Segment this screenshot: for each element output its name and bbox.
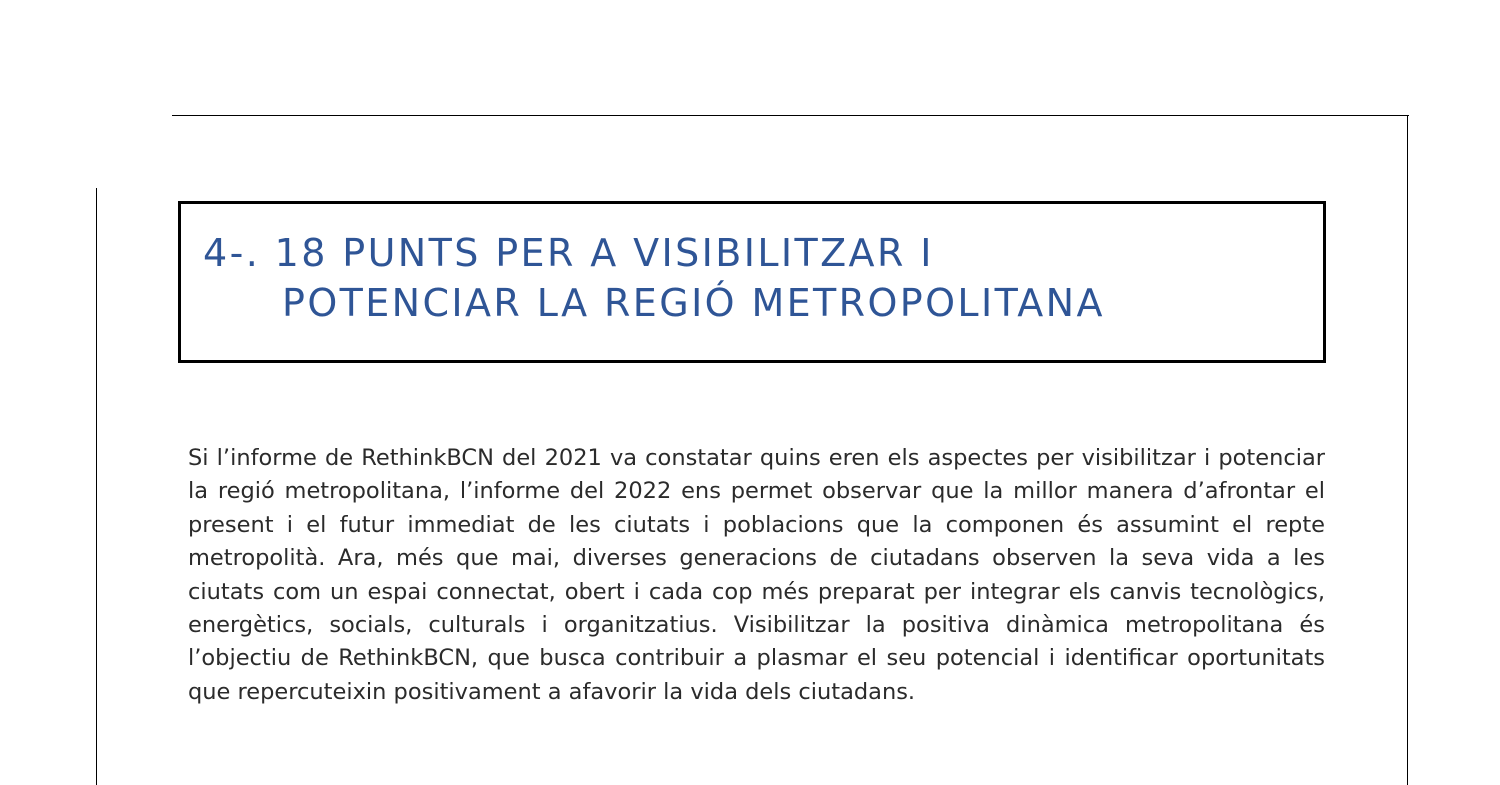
title-text-container [203,228,1313,328]
body-paragraph: Si l’informe de RethinkBCN del 2021 va constatar quins eren els aspectes per visibilitzar i potenciar la regió metropolitana, l’informe del 2022 ens permet observar que la millor manera d’afrontar el present i el futur immediat de les ciutats i poblacions que la componen és assumint el repte metropolità. Ara, més que mai, diverses generacions de ciutadans observen la seva vida a les ciutats com un espai connectat, obert i cada cop més preparat per integrar els canvis tecnològics, energètics, socials, culturals i organitzatius. Visibilitzar la positiva dinàmica metropolitana és l’objectiu de RethinkBCN, que busca contribuir a plasmar el seu potencial i identificar oportunitats que repercuteixin positivament a afavorir la vida dels ciutadans. [188,445,1325,705]
title-box [178,201,1326,363]
page-title-line-2: POTENCIAR LA REGIÓ METROPOLITANA [282,281,1105,325]
frame-rule-top [172,115,1409,116]
frame-rule-left [96,188,97,785]
body-text-block [188,442,1325,709]
page-title-line-1: 4-. 18 PUNTS PER A VISIBILITZAR I [203,231,934,275]
frame-rule-right [1407,115,1408,785]
